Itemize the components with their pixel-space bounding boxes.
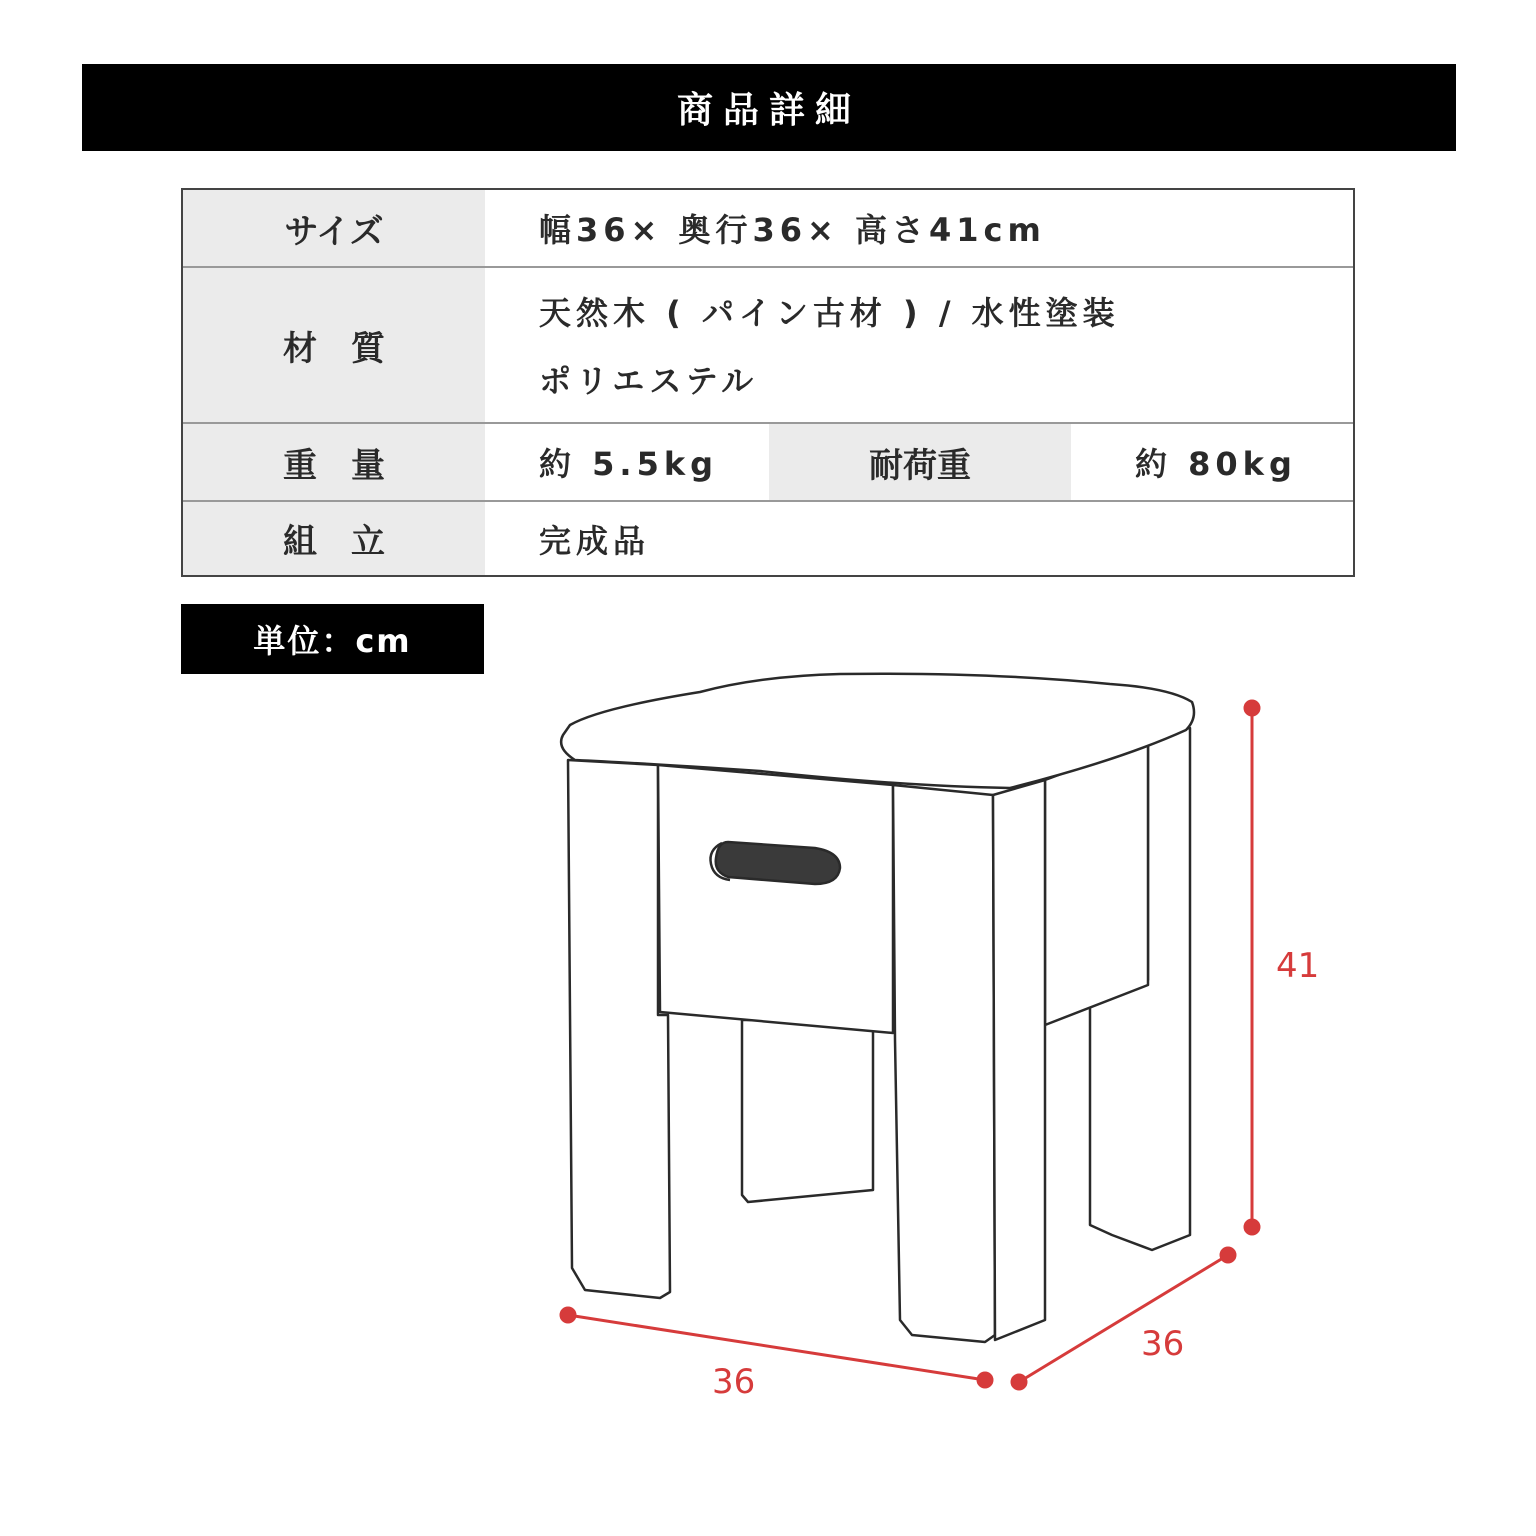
front-right-leg-side xyxy=(993,780,1045,1340)
depth-dimension-line xyxy=(1019,1255,1228,1382)
unit-badge: 単位：cm xyxy=(181,604,484,674)
section-title: 商品詳細 xyxy=(82,64,1456,151)
material-line-2: ポリエステル xyxy=(539,362,759,400)
weight-label: 重 量 xyxy=(183,424,485,500)
load-value: 約 80kg xyxy=(1135,445,1297,483)
depth-dimension-right-dot xyxy=(1221,1248,1235,1262)
width-dimension-label: 36 xyxy=(712,1362,756,1402)
depth-dimension-label: 36 xyxy=(1141,1324,1185,1364)
width-dimension-right-dot xyxy=(978,1373,992,1387)
handle-hole xyxy=(716,842,840,884)
front-left-leg xyxy=(568,760,670,1298)
material-line-1: 天然木 ( パイン古材 ) / 水性塗装 xyxy=(539,294,1120,332)
size-value: 幅36× 奥行36× 高さ41cm xyxy=(539,211,1046,249)
assembly-value: 完成品 xyxy=(539,521,651,560)
material-label: 材 質 xyxy=(183,268,485,422)
height-dimension-bottom-dot xyxy=(1245,1220,1259,1234)
front-right-leg xyxy=(893,785,995,1342)
load-label: 耐荷重 xyxy=(769,424,1071,500)
back-left-leg xyxy=(742,1020,873,1202)
depth-dimension-left-dot xyxy=(1012,1375,1026,1389)
right-side-panel xyxy=(1045,742,1148,1025)
front-panel xyxy=(658,765,893,1033)
weight-value: 約 5.5kg xyxy=(539,445,719,483)
height-dimension-top-dot xyxy=(1245,701,1259,715)
height-dimension-label: 41 xyxy=(1276,946,1320,986)
size-label: サイズ xyxy=(183,190,485,266)
width-dimension-left-dot xyxy=(561,1308,575,1322)
assembly-label: 組 立 xyxy=(183,502,485,575)
